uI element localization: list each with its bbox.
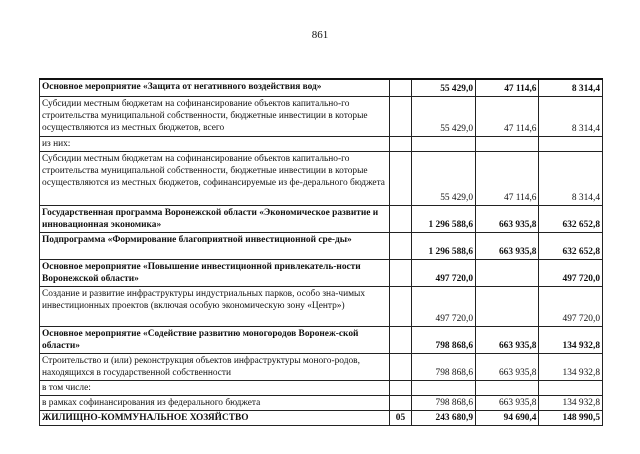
row-description: ЖИЛИЩНО-КОММУНАЛЬНОЕ ХОЗЯЙСТВО xyxy=(40,410,390,425)
row-total-value: 55 429,0 xyxy=(412,151,476,205)
table-row xyxy=(40,79,603,96)
row-total-value: 798 868,6 xyxy=(412,326,476,353)
row-regional-value: 8 314,4 xyxy=(539,96,603,136)
row-description: Государственная программа Воронежской области «Экономическое развитие и инновационная экономика» xyxy=(40,205,390,232)
row-section-code xyxy=(389,259,412,286)
table-row xyxy=(40,96,603,136)
row-description: в рамках софинансирования из федерального бюджета xyxy=(40,395,390,410)
row-total-value: 55 429,0 xyxy=(412,96,476,136)
row-federal-value xyxy=(476,380,539,395)
row-section-code: 05 xyxy=(389,410,412,425)
row-total-value: 798 868,6 xyxy=(412,395,476,410)
row-regional-value: 8 314,4 xyxy=(539,79,603,96)
row-section-code xyxy=(389,326,412,353)
row-section-code xyxy=(389,205,412,232)
row-total-value: 1 296 588,6 xyxy=(412,205,476,232)
table-row xyxy=(40,205,603,232)
row-regional-value: 134 932,8 xyxy=(539,353,603,380)
row-regional-value: 134 932,8 xyxy=(539,395,603,410)
row-federal-value: 663 935,8 xyxy=(476,205,539,232)
table-row xyxy=(40,353,603,380)
budget-table-body xyxy=(40,79,603,425)
budget-table xyxy=(39,78,603,426)
table-row xyxy=(40,395,603,410)
table-row xyxy=(40,259,603,286)
row-regional-value: 134 932,8 xyxy=(539,326,603,353)
row-description: Основное мероприятие «Повышение инвестиционной привлекатель-ности Воронежской области» xyxy=(40,259,390,286)
row-section-code xyxy=(389,79,412,96)
table-row xyxy=(40,151,603,205)
row-regional-value xyxy=(539,136,603,151)
row-total-value: 497 720,0 xyxy=(412,259,476,286)
table-row xyxy=(40,410,603,425)
row-total-value xyxy=(412,380,476,395)
row-description: в том числе: xyxy=(40,380,390,395)
row-description: Основное мероприятие «Содействие развитию моногородов Воронеж-ской области» xyxy=(40,326,390,353)
row-federal-value xyxy=(476,259,539,286)
table-row xyxy=(40,232,603,259)
row-description: Субсидии местным бюджетам на софинансирование объектов капитально-го строительства муниципальной собственности, бюджетные инвестиции в которые осуществляются из местных бюджетов, софинансируемые из фе-дерального бюджета xyxy=(40,151,390,205)
row-description: Основное мероприятие «Защита от негативного воздействия вод» xyxy=(40,79,390,96)
row-regional-value: 148 990,5 xyxy=(539,410,603,425)
row-regional-value: 497 720,0 xyxy=(539,286,603,326)
row-section-code xyxy=(389,353,412,380)
row-description: Подпрограмма «Формирование благоприятной инвестиционной сре-ды» xyxy=(40,232,390,259)
row-total-value xyxy=(412,136,476,151)
row-description: из них: xyxy=(40,136,390,151)
row-description: Субсидии местным бюджетам на софинансирование объектов капитально-го строительства муниципальной собственности, бюджетные инвестиции в которые осуществляются из местных бюджетов, всего xyxy=(40,96,390,136)
row-total-value: 798 868,6 xyxy=(412,353,476,380)
row-federal-value: 663 935,8 xyxy=(476,326,539,353)
row-federal-value: 663 935,8 xyxy=(476,232,539,259)
row-federal-value: 663 935,8 xyxy=(476,395,539,410)
table-row xyxy=(40,136,603,151)
table-row xyxy=(40,326,603,353)
row-section-code xyxy=(389,96,412,136)
row-regional-value xyxy=(539,380,603,395)
row-section-code xyxy=(389,395,412,410)
row-total-value: 243 680,9 xyxy=(412,410,476,425)
row-regional-value: 497 720,0 xyxy=(539,259,603,286)
row-description: Строительство и (или) реконструкция объектов инфраструктуры моного-родов, находящихся в государственной собственности xyxy=(40,353,390,380)
row-federal-value: 47 114,6 xyxy=(476,96,539,136)
table-row xyxy=(40,380,603,395)
row-federal-value xyxy=(476,286,539,326)
page-number: 861 xyxy=(311,29,329,41)
row-regional-value: 8 314,4 xyxy=(539,151,603,205)
row-section-code xyxy=(389,286,412,326)
row-regional-value: 632 652,8 xyxy=(539,232,603,259)
row-section-code xyxy=(389,380,412,395)
row-total-value: 1 296 588,6 xyxy=(412,232,476,259)
table-row xyxy=(40,286,603,326)
row-federal-value: 663 935,8 xyxy=(476,353,539,380)
row-section-code xyxy=(389,136,412,151)
row-description: Создание и развитие инфраструктуры индустриальных парков, особо зна-чимых инвестиционных проектов (включая особую экономическую зону «Центр») xyxy=(40,286,390,326)
row-total-value: 497 720,0 xyxy=(412,286,476,326)
row-section-code xyxy=(389,151,412,205)
row-federal-value: 94 690,4 xyxy=(476,410,539,425)
row-federal-value xyxy=(476,136,539,151)
row-regional-value: 632 652,8 xyxy=(539,205,603,232)
row-federal-value: 47 114,6 xyxy=(476,151,539,205)
row-federal-value: 47 114,6 xyxy=(476,79,539,96)
row-total-value: 55 429,0 xyxy=(412,79,476,96)
row-section-code xyxy=(389,232,412,259)
